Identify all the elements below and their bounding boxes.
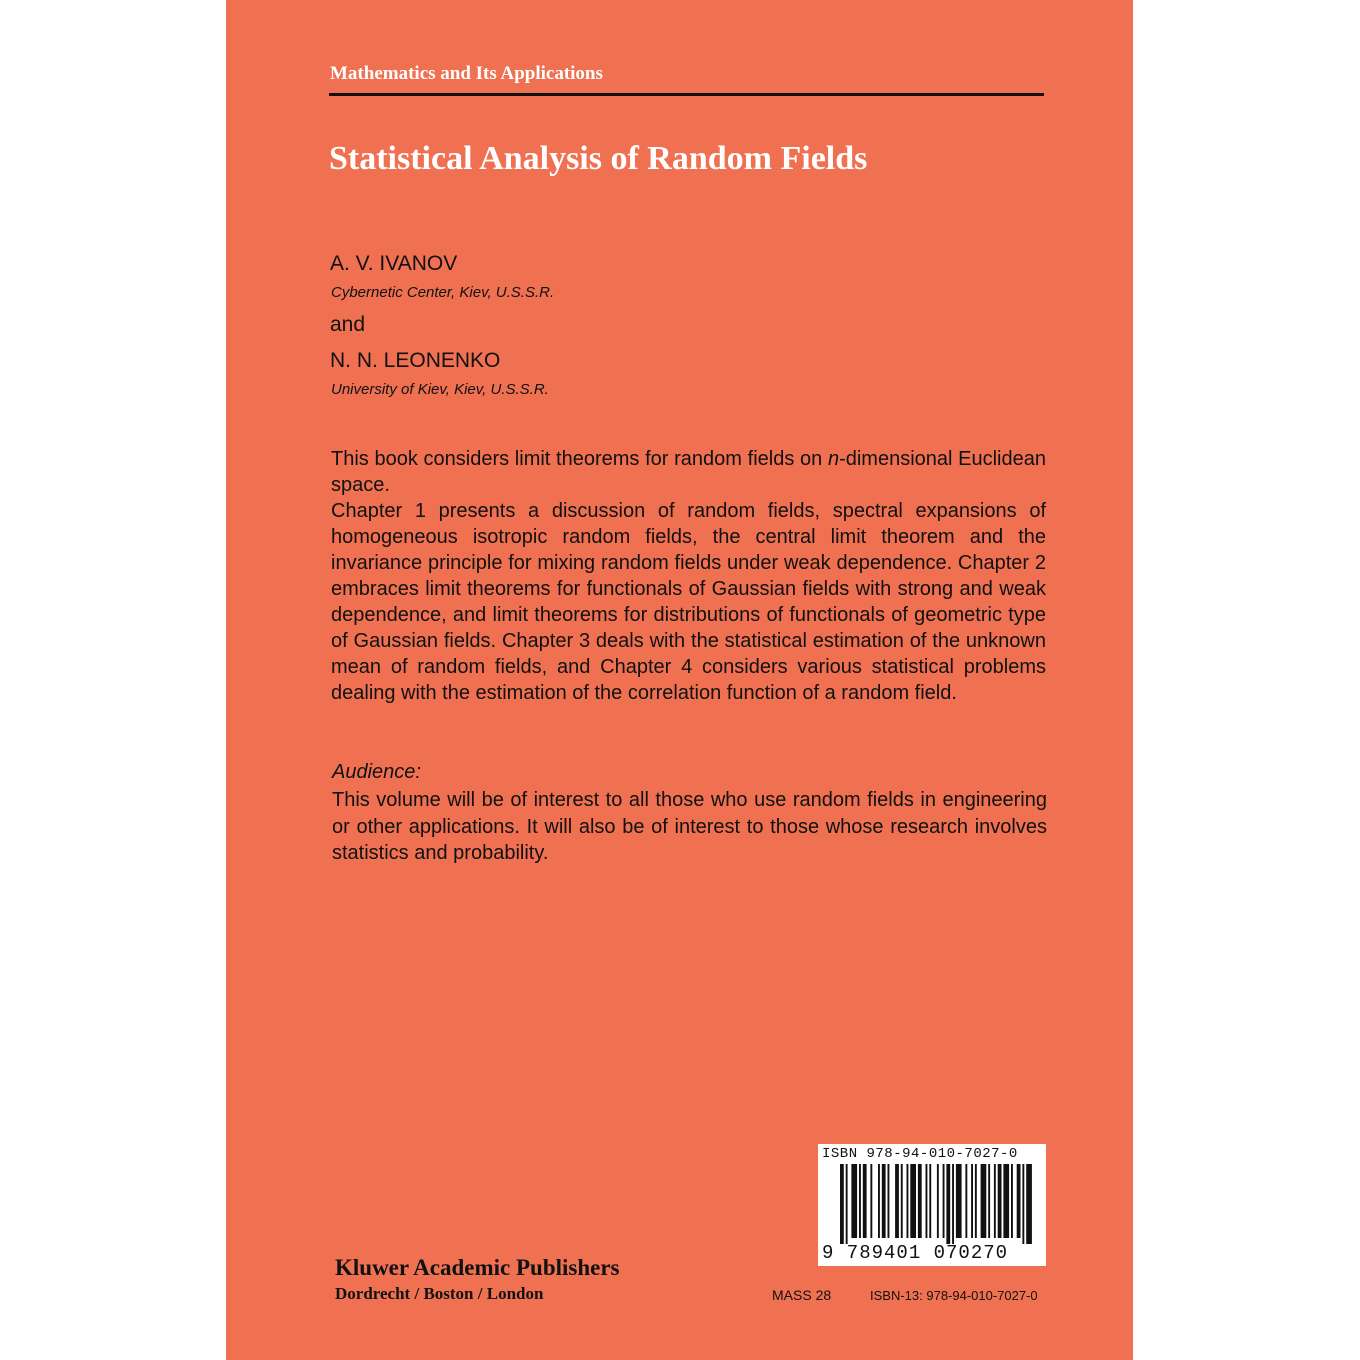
series-code: MASS 28 <box>772 1287 832 1303</box>
series-name: Mathematics and Its Applications <box>330 63 603 84</box>
author-1-name: A. V. IVANOV <box>330 252 458 275</box>
isbn-barcode <box>818 1144 1046 1266</box>
and-text: and <box>330 313 366 336</box>
author-1-affiliation: Cybernetic Center, Kiev, U.S.S.R. <box>331 284 555 301</box>
author-2-affiliation: University of Kiev, Kiev, U.S.S.R. <box>331 381 549 398</box>
author-2-name: N. N. LEONENKO <box>330 349 501 372</box>
audience-text: This volume will be of interest to all those who use random fields in engineering or other applications. It will also be of interest to those whose research involves statistics and probability. <box>332 789 1047 864</box>
isbn-13: ISBN-13: 978-94-010-7027-0 <box>870 1288 1038 1303</box>
header-rule <box>329 93 1044 96</box>
description-intro: This book considers limit theorems for random fields on n-dimensional Euclidean space. <box>331 448 1046 496</box>
barcode-isbn-label: ISBN 978-94-010-7027-0 <box>822 1146 1018 1162</box>
barcode-digits: 9 789401 070270 <box>822 1242 1009 1264</box>
publisher-cities: Dordrecht / Boston / London <box>335 1284 544 1303</box>
book-title: Statistical Analysis of Random Fields <box>329 140 868 177</box>
audience-heading: Audience: <box>332 761 421 783</box>
book-description <box>331 446 1046 706</box>
description-chapters: Chapter 1 presents a discussion of random fields, spectral expansions of homogeneous isotropic random fields, the central limit theorem and the invariance principle for mixing random fields under weak dependence. Chapter 2 embraces limit theorems for functionals of Gaussian fields with strong and weak dependence, and limit theorems for distributions of functionals of geometric type of Gaussian fields. Chapter 3 deals with the statistical estimation of the unknown mean of random fields, and Chapter 4 considers various statistical problems dealing with the estimation of the correlation function of a random field. <box>331 500 1046 704</box>
publisher-name: Kluwer Academic Publishers <box>335 1255 620 1280</box>
book-back-cover <box>226 0 1133 1360</box>
